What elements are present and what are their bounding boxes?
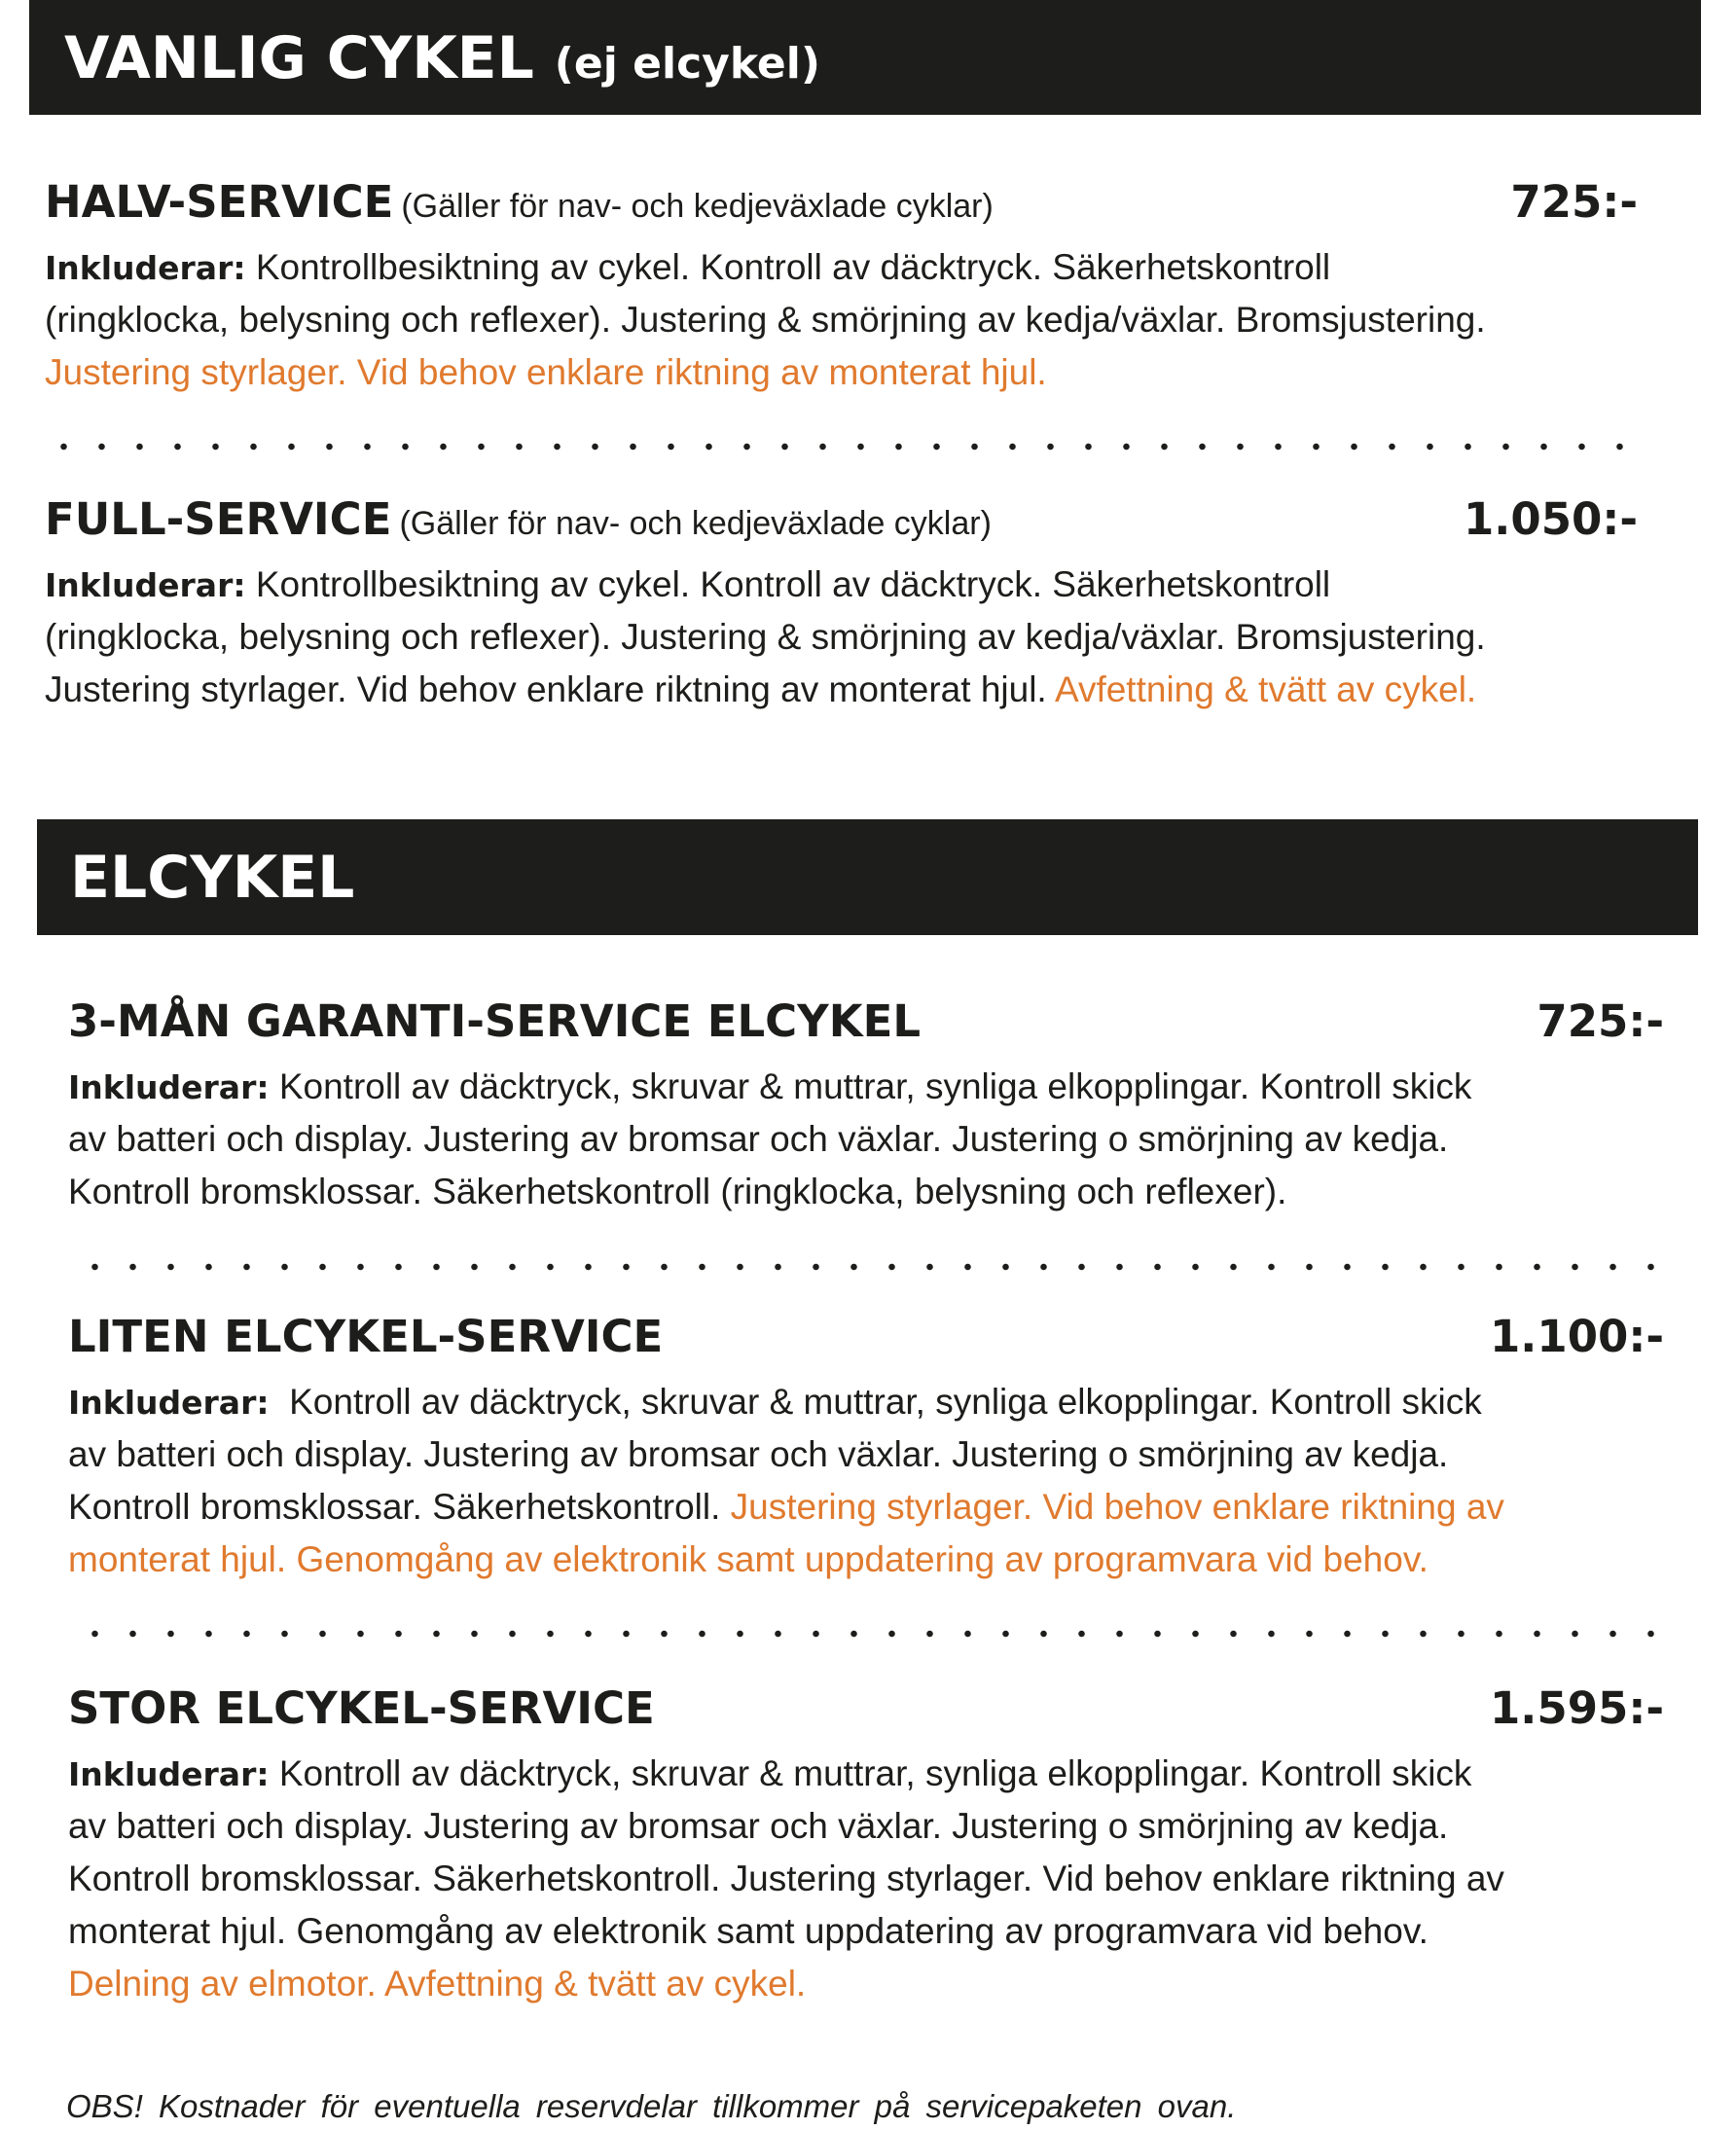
section-title xyxy=(70,844,355,912)
description-line xyxy=(68,1748,1664,1800)
description-text: Kontroll av däcktryck, skruvar & muttrar, synliga elkopplingar. Kontroll skick xyxy=(269,1753,1472,1793)
highlighted-text: monterat hjul. Genomgång av elektronik samt uppdatering av programvara vid behov. xyxy=(68,1539,1429,1579)
highlighted-text: Justering styrlager. Vid behov enklare riktning av xyxy=(730,1487,1504,1527)
description-line xyxy=(68,1376,1664,1428)
service-price: 725:- xyxy=(1537,995,1664,1047)
description-line xyxy=(68,1061,1664,1113)
service-description xyxy=(45,241,1638,399)
highlighted-text: Justering styrlager. Vid behov enklare riktning av monterat hjul. xyxy=(45,352,1047,392)
service-description xyxy=(68,1748,1664,2010)
section-title-suffix: (ej elcykel) xyxy=(554,39,820,89)
description-text: Justering styrlager. Vid behov enklare riktning av monterat hjul. xyxy=(45,669,1055,709)
dotted-divider xyxy=(45,443,1650,451)
description-text: Kontroll av däcktryck, skruvar & muttrar, synliga elkopplingar. Kontroll skick xyxy=(269,1066,1472,1106)
description-line xyxy=(45,559,1638,611)
service-item xyxy=(45,490,1638,716)
description-line xyxy=(68,1905,1664,1958)
description-text: Kontroll bromsklossar. Säkerhetskontroll. xyxy=(68,1487,731,1527)
description-line xyxy=(68,1428,1664,1481)
description-text: Kontroll bromsklossar. Säkerhetskontroll. Justering styrlager. Vid behov enklare riktning av xyxy=(68,1859,1504,1898)
service-note: (Gäller för nav- och kedjeväxlade cyklar) xyxy=(399,505,992,542)
section-title xyxy=(64,24,820,92)
dotted-divider xyxy=(76,1630,1682,1638)
description-line xyxy=(68,1853,1664,1905)
description-line xyxy=(68,1113,1664,1166)
description-line xyxy=(68,1800,1664,1853)
description-text: (ringklocka, belysning och reflexer). Justering & smörjning av kedja/växlar. Bromsjustering. xyxy=(45,300,1486,340)
includes-label: Inkluderar: xyxy=(45,249,246,287)
service-price: 1.100:- xyxy=(1489,1311,1664,1362)
service-name: FULL-SERVICE xyxy=(45,493,392,545)
service-heading xyxy=(68,993,1664,1051)
service-description xyxy=(45,559,1638,716)
service-heading xyxy=(45,173,1638,232)
description-line xyxy=(68,1481,1664,1534)
includes-label: Inkluderar: xyxy=(45,566,246,604)
description-text: Kontrollbesiktning av cykel. Kontroll av däcktryck. Säkerhetskontroll xyxy=(245,247,1331,287)
service-price: 725:- xyxy=(1510,176,1638,228)
includes-label: Inkluderar: xyxy=(68,1384,270,1422)
description-text: av batteri och display. Justering av bromsar och växlar. Justering o smörjning av kedja. xyxy=(68,1434,1449,1474)
service-heading xyxy=(68,1679,1664,1738)
description-line xyxy=(45,294,1638,346)
description-text: Kontroll bromsklossar. Säkerhetskontroll (ringklocka, belysning och reflexer). xyxy=(68,1172,1287,1211)
service-price: 1.050:- xyxy=(1463,493,1638,545)
description-text: Kontrollbesiktning av cykel. Kontroll av däcktryck. Säkerhetskontroll xyxy=(245,564,1331,604)
section-title-main: ELCYKEL xyxy=(70,844,355,912)
footer-note: OBS! Kostnader för eventuella reservdelar tillkommer på servicepaketen ovan. xyxy=(66,2088,1237,2124)
service-name: LITEN ELCYKEL-SERVICE xyxy=(68,1311,664,1362)
service-name: 3-MÅN GARANTI-SERVICE ELCYKEL xyxy=(68,995,922,1047)
description-line xyxy=(45,664,1638,716)
description-line xyxy=(45,241,1638,294)
service-note: (Gäller för nav- och kedjeväxlade cyklar) xyxy=(401,188,994,225)
includes-label: Inkluderar: xyxy=(68,1755,270,1793)
description-line xyxy=(45,346,1638,399)
service-item xyxy=(45,173,1638,399)
description-line xyxy=(45,611,1638,664)
description-text: monterat hjul. Genomgång av elektronik samt uppdatering av programvara vid behov. xyxy=(68,1911,1429,1951)
description-text: Kontroll av däcktryck, skruvar & muttrar, synliga elkopplingar. Kontroll skick xyxy=(269,1382,1482,1422)
includes-label: Inkluderar: xyxy=(68,1068,270,1106)
dotted-divider xyxy=(76,1263,1682,1271)
service-price: 1.595:- xyxy=(1489,1682,1664,1734)
service-item xyxy=(68,1308,1664,1586)
service-description xyxy=(68,1376,1664,1586)
service-heading xyxy=(45,490,1638,549)
description-line xyxy=(68,1166,1664,1218)
service-description xyxy=(68,1061,1664,1218)
section-title-main: VANLIG CYKEL xyxy=(64,24,534,92)
description-text: (ringklocka, belysning och reflexer). Justering & smörjning av kedja/växlar. Bromsjustering. xyxy=(45,617,1486,657)
service-item xyxy=(68,1679,1664,2010)
description-text: av batteri och display. Justering av bromsar och växlar. Justering o smörjning av kedja. xyxy=(68,1119,1449,1159)
service-name: STOR ELCYKEL-SERVICE xyxy=(68,1682,655,1734)
service-item xyxy=(68,993,1664,1218)
service-name: HALV-SERVICE xyxy=(45,176,394,228)
highlighted-text: Avfettning & tvätt av cykel. xyxy=(1054,669,1477,709)
description-line xyxy=(68,1534,1664,1586)
description-line xyxy=(68,1958,1664,2010)
description-text: av batteri och display. Justering av bromsar och växlar. Justering o smörjning av kedja. xyxy=(68,1806,1449,1846)
highlighted-text: Delning av elmotor. Avfettning & tvätt av cykel. xyxy=(68,1964,807,2004)
service-heading xyxy=(68,1308,1664,1366)
